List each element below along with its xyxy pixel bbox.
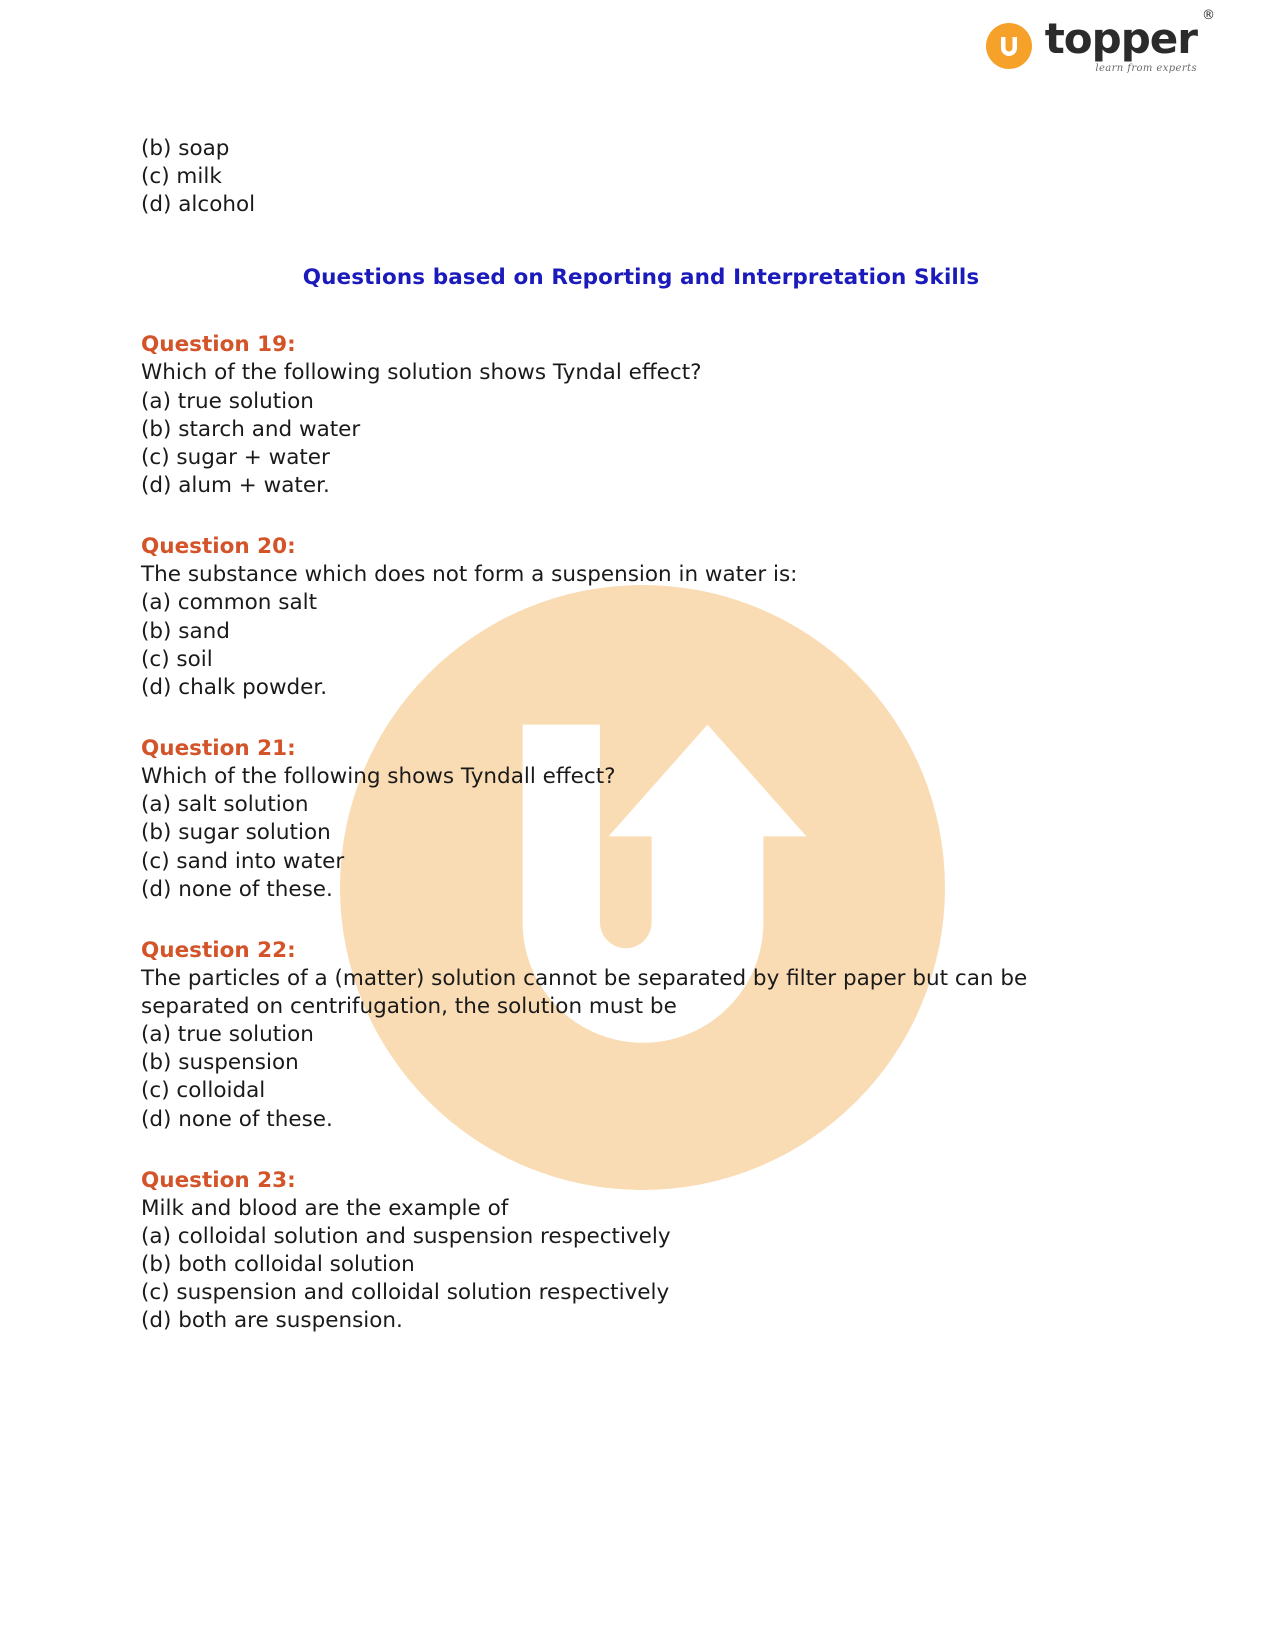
option-line: (d) none of these. — [141, 876, 333, 902]
option-line: (d) both are suspension. — [141, 1308, 403, 1334]
question-heading: Question 19: — [141, 332, 296, 358]
question-block-23 — [141, 1168, 1141, 1336]
logo-tagline: learn from experts — [1095, 63, 1197, 74]
option-line: (a) true solution — [141, 1022, 314, 1048]
registered-mark-icon: ® — [1202, 8, 1215, 23]
question-block-22 — [141, 938, 1141, 1134]
section-heading: Questions based on Reporting and Interpretation Skills — [302, 265, 980, 291]
option-line: (d) none of these. — [141, 1106, 333, 1132]
document-content — [141, 135, 1141, 1336]
question-heading: Question 22: — [141, 937, 296, 963]
question-stem: Which of the following shows Tyndall effect? — [141, 764, 616, 790]
logo-wordmark — [1044, 8, 1215, 74]
option-line: (b) sand — [141, 618, 230, 644]
logo-brand-text: topper — [1044, 14, 1197, 63]
question-stem: The substance which does not form a suspension in water is: — [141, 562, 798, 588]
option-line: (a) common salt — [141, 590, 318, 616]
question-block-21 — [141, 736, 1141, 904]
question-heading: Question 21: — [141, 736, 296, 762]
question-block-19 — [141, 332, 1141, 500]
option-line: (a) colloidal solution and suspension respectively — [141, 1223, 671, 1249]
option-line: (d) chalk powder. — [141, 674, 328, 700]
option-line: (b) both colloidal solution — [141, 1252, 415, 1278]
option-line: (b) sugar solution — [141, 820, 331, 846]
question-block-20 — [141, 534, 1141, 702]
question-heading: Question 20: — [141, 534, 296, 560]
option-line: (c) soil — [141, 646, 213, 672]
option-line: (a) true solution — [141, 388, 314, 414]
option-line: (c) suspension and colloidal solution respectively — [141, 1280, 670, 1306]
option-line: (c) sugar + water — [141, 444, 330, 470]
option-line: (d) alcohol — [141, 192, 256, 218]
question-heading: Question 23: — [141, 1167, 296, 1193]
option-line: (b) starch and water — [141, 416, 361, 442]
logo-mark-icon — [986, 23, 1032, 69]
option-line: (c) colloidal — [141, 1078, 266, 1104]
option-line: (c) sand into water — [141, 848, 345, 874]
option-line: (b) soap — [141, 136, 230, 161]
question-stem: The particles of a (matter) solution cannot be separated by filter paper but can be separated on centrifugation, the solution must be — [141, 965, 1035, 1019]
option-line: (a) salt solution — [141, 792, 309, 818]
topper-logo — [986, 8, 1215, 74]
opening-options — [141, 135, 1141, 219]
option-line: (b) suspension — [141, 1050, 299, 1076]
question-stem: Which of the following solution shows Tyndal effect? — [141, 360, 702, 386]
option-line: (c) milk — [141, 164, 222, 190]
option-line: (d) alum + water. — [141, 473, 330, 499]
question-stem: Milk and blood are the example of — [141, 1195, 509, 1221]
